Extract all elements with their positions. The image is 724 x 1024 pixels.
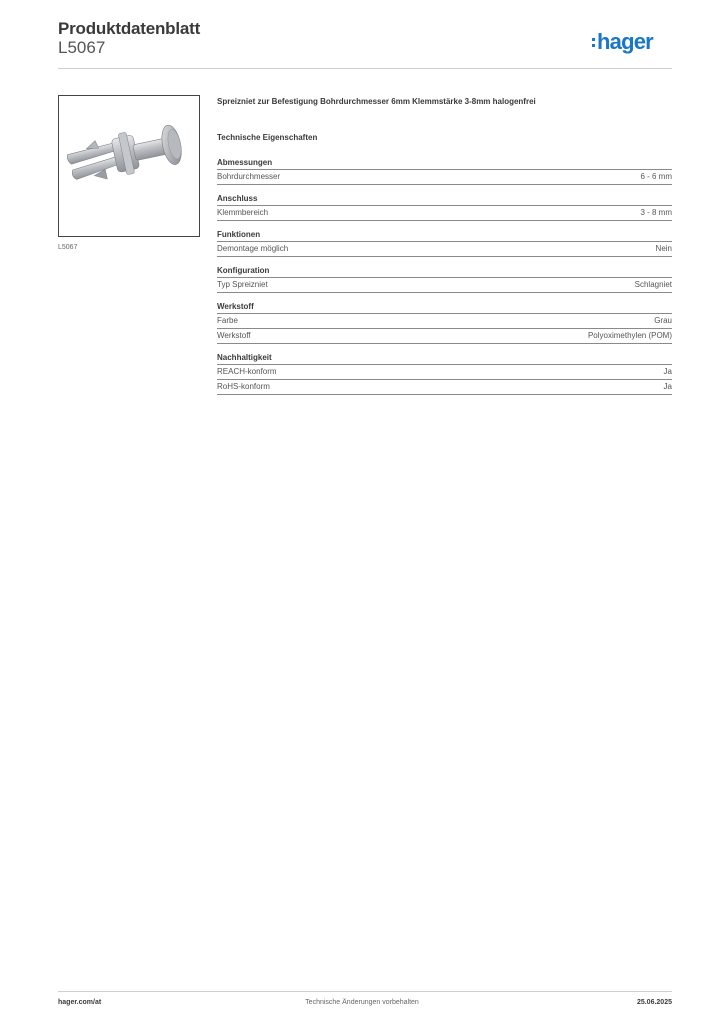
group-title: Werkstoff xyxy=(217,302,672,314)
property-value: 3 - 8 mm xyxy=(640,208,672,217)
group-title: Nachhaltigkeit xyxy=(217,353,672,365)
property-row xyxy=(217,314,672,329)
group-abmessungen xyxy=(217,158,672,185)
group-anschluss xyxy=(217,194,672,221)
property-value: Nein xyxy=(655,244,672,253)
property-value: 6 - 6 mm xyxy=(640,172,672,181)
group-title: Abmessungen xyxy=(217,158,672,170)
header-divider xyxy=(58,68,672,69)
logo-text: hager xyxy=(597,29,653,54)
property-value: Polyoximethylen (POM) xyxy=(587,331,672,340)
footer-divider xyxy=(58,991,672,992)
group-werkstoff xyxy=(217,302,672,344)
expansion-rivet-icon xyxy=(59,96,199,236)
property-label: Demontage möglich xyxy=(217,244,289,253)
property-value: Schlagniet xyxy=(634,280,672,289)
group-funktionen xyxy=(217,230,672,257)
product-code: L5067 xyxy=(58,38,106,57)
group-title: Funktionen xyxy=(217,230,672,242)
property-label: Werkstoff xyxy=(217,331,251,340)
logo-colon-icon xyxy=(592,38,595,47)
property-row xyxy=(217,242,672,257)
property-value: Ja xyxy=(663,367,672,376)
property-label: REACH-konform xyxy=(217,367,277,376)
property-row xyxy=(217,278,672,293)
product-description: Spreizniet zur Befestigung Bohrdurchmesser 6mm Klemmstärke 3-8mm halogenfrei xyxy=(217,97,536,106)
group-title: Anschluss xyxy=(217,194,672,206)
group-title: Konfiguration xyxy=(217,266,672,278)
hager-logo[interactable] xyxy=(592,28,674,56)
property-row xyxy=(217,380,672,395)
property-row xyxy=(217,206,672,221)
section-title: Technische Eigenschaften xyxy=(217,133,318,142)
footer-date: 25.06.2025 xyxy=(636,999,672,1006)
property-value: Grau xyxy=(654,316,672,325)
property-label: Bohrdurchmesser xyxy=(217,172,281,181)
property-value: Ja xyxy=(663,382,672,391)
property-label: Typ Spreizniet xyxy=(217,280,268,289)
product-image xyxy=(58,95,200,237)
technical-data-section xyxy=(217,96,672,404)
footer-note: Technische Änderungen vorbehalten xyxy=(305,999,419,1006)
property-row xyxy=(217,170,672,185)
property-row xyxy=(217,365,672,380)
property-label: Farbe xyxy=(217,316,238,325)
image-caption: L5067 xyxy=(58,244,78,251)
page-title: Produktdatenblatt xyxy=(58,19,201,38)
property-label: Klemmbereich xyxy=(217,208,269,217)
property-row xyxy=(217,329,672,344)
group-konfiguration xyxy=(217,266,672,293)
property-label: RoHS-konform xyxy=(217,382,270,391)
footer-website-link[interactable]: hager.com/at xyxy=(58,999,102,1006)
group-nachhaltigkeit xyxy=(217,353,672,395)
